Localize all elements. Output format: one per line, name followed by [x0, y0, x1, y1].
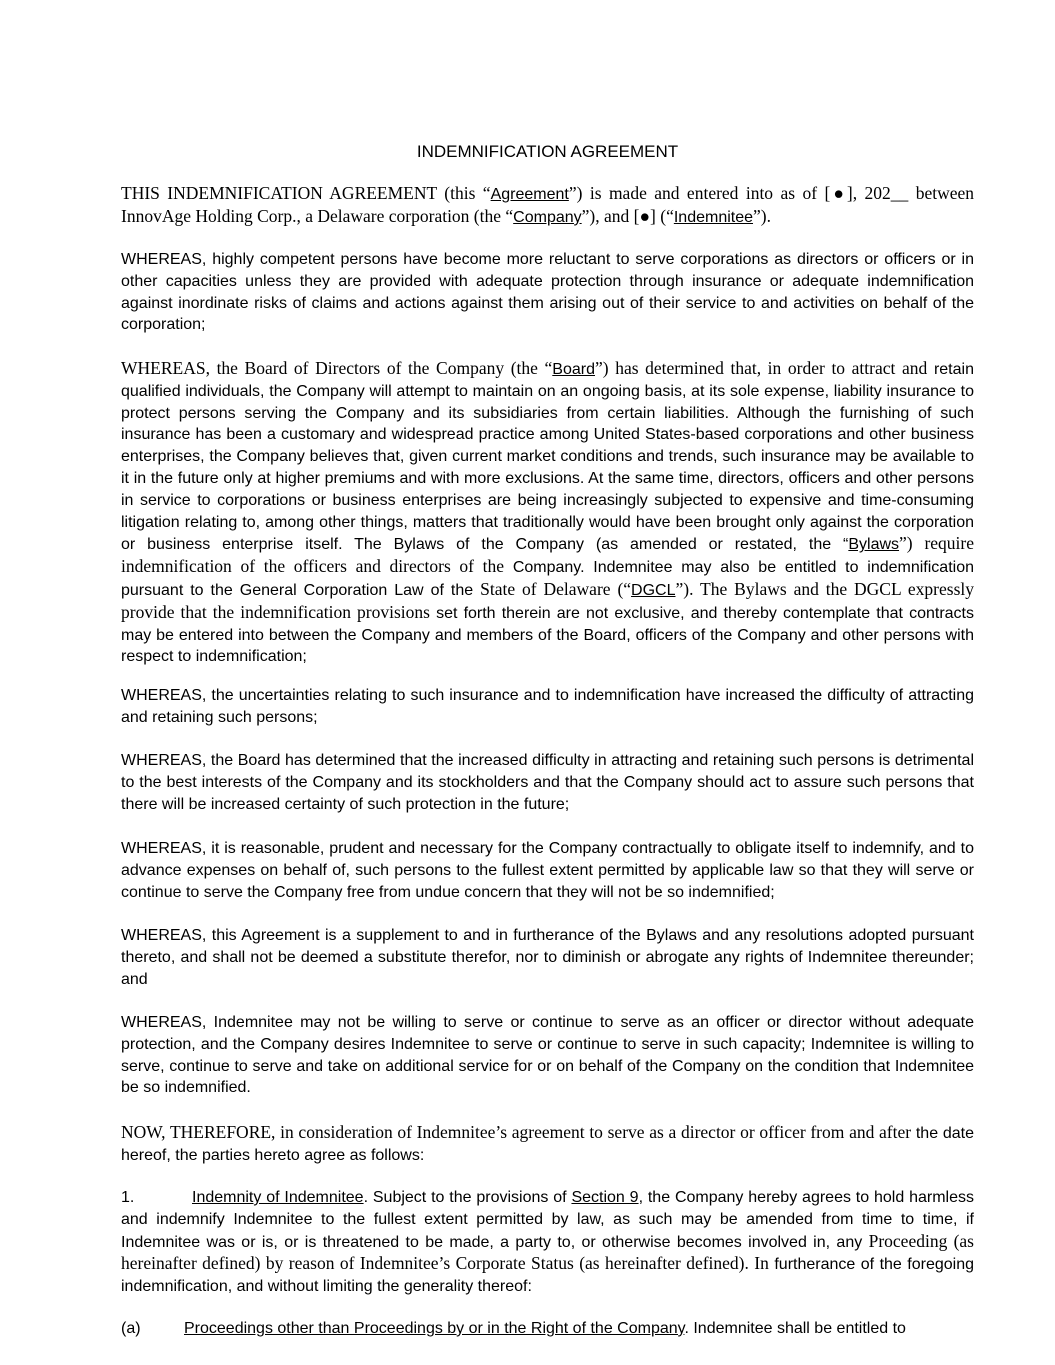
whereas-paragraph-5: WHEREAS, it is reasonable, prudent and necessary for the Company contractually to obligate itself to indemnify, and to advance expenses on behalf of, such persons to the fullest extent permitted by applicable law so that they will serve or continue to serve the Company free from undue concern that they will not be so indemnified; [121, 840, 974, 901]
defined-term-agreement: Agreement [490, 186, 569, 203]
whereas-paragraph-7: WHEREAS, Indemnitee may not be willing to serve or continue to serve as an officer or director without adequate protection, and the Company desires Indemnitee to serve or continue to serve in such capacity; Indemnitee is willing to serve, continue to serve and take on additional service for or on behalf of the Company on the condition that Indemnitee be so indemnified. [121, 1014, 974, 1097]
section-reference: Section 9 [571, 1189, 639, 1206]
now-therefore-paragraph: NOW, THEREFORE, in consideration of Indemnitee’s agreement to serve as a director or officer from and after the date hereof, the parties hereto agree as follows: [121, 1122, 974, 1164]
section-1-paragraph: 1. Indemnity of Indemnitee. Subject to the provisions of Section 9, the Company hereby agrees to hold harmless and indemnify Indemnitee to the fullest extent permitted by law, as such may be amended from time to time, if Indemnitee was or is, or is threatened to be made, a party to, or otherwise becomes involved in, any Proceeding (as hereinafter defined) by reason of Indemnitee’s Corporate Status (as hereinafter defined). In furtherance of the foregoing indemnification, and without limiting the generality thereof: [121, 1189, 975, 1296]
subsection-a-paragraph: (a) Proceedings other than Proceedings by or in the Right of the Company. Indemnitee shall be entitled to [121, 1318, 974, 1340]
section-number: 1. [121, 1189, 135, 1206]
whereas-paragraph-1: WHEREAS, highly competent persons have become more reluctant to serve corporations as directors or officers or in other capacities unless they are provided with adequate protection through insurance or adequate indemnification against inordinate risks of claims and actions against them arising out of their service to and activities on behalf of the corporation; [121, 251, 974, 334]
preamble-paragraph: THIS INDEMNIFICATION AGREEMENT (this “Agreement”) is made and entered into as of [●], 202__ between InnovAge Holding Corp., a Delaware corporation (the “Company”), and [●] (“Indemnitee”). [121, 183, 974, 226]
document-title: INDEMNIFICATION AGREEMENT [416, 142, 679, 161]
defined-term-dgcl: DGCL [631, 581, 676, 599]
whereas-paragraph-2: WHEREAS, the Board of Directors of the Company (the “Board”) has determined that, in order to attract and retain qualified individuals, the Company will attempt to maintain on an ongoing basis, at its sole expense, liability insurance to protect persons serving the Company and its subsidiaries from certain liabilities. Although the furnishing of such insurance has been a customary and widespread practice among United States-based corporations and other business enterprises, the Company believes that, given current market conditions and trends, such insurance may be available to it in the future only at higher premiums and with more exclusions. At the same time, directors, officers and other persons in service to corporations or business enterprises are being increasingly subjected to expensive and time-consuming litigation relating to, among other things, matters that traditionally would have been brought only against the corporation or business enterprise itself. The Bylaws of the Company (as amended or restated, the “Bylaws”) require indemnification of the officers and directors of the Company. Indemnitee may also be entitled to indemnification pursuant to the General Corporation Law of the State of Delaware (“DGCL”). The Bylaws and the DGCL expressly provide that the indemnification provisions set forth therein are not exclusive, and thereby contemplate that contracts may be entered into between the Company and members of the Board, officers of the Company and other persons with respect to indemnification; [121, 358, 975, 666]
whereas-paragraph-6: WHEREAS, this Agreement is a supplement to and in furtherance of the Bylaws and any resolutions adopted pursuant thereto, and shall not be deemed a substitute therefor, nor to diminish or abrogate any rights of Indemnitee thereunder; and [121, 927, 974, 988]
defined-term-company: Company [513, 208, 582, 226]
section-heading: Indemnity of Indemnitee [192, 1189, 364, 1206]
defined-term-bylaws: Bylaws [848, 536, 900, 554]
subsection-number: (a) [121, 1320, 141, 1337]
subsection-heading: Proceedings other than Proceedings by or in the Right of the Company [184, 1320, 685, 1337]
whereas-paragraph-3: WHEREAS, the uncertainties relating to such insurance and to indemnification have increased the difficulty of attracting and retaining such persons; [121, 687, 974, 726]
defined-term-indemnitee: Indemnitee [673, 208, 754, 226]
defined-term-board: Board [552, 361, 595, 378]
whereas-paragraph-4: WHEREAS, the Board has determined that the increased difficulty in attracting and retaining such persons is detrimental to the best interests of the Company and its stockholders and that the Company should act to assure such persons that there will be increased certainty of such protection in the future; [121, 752, 974, 813]
